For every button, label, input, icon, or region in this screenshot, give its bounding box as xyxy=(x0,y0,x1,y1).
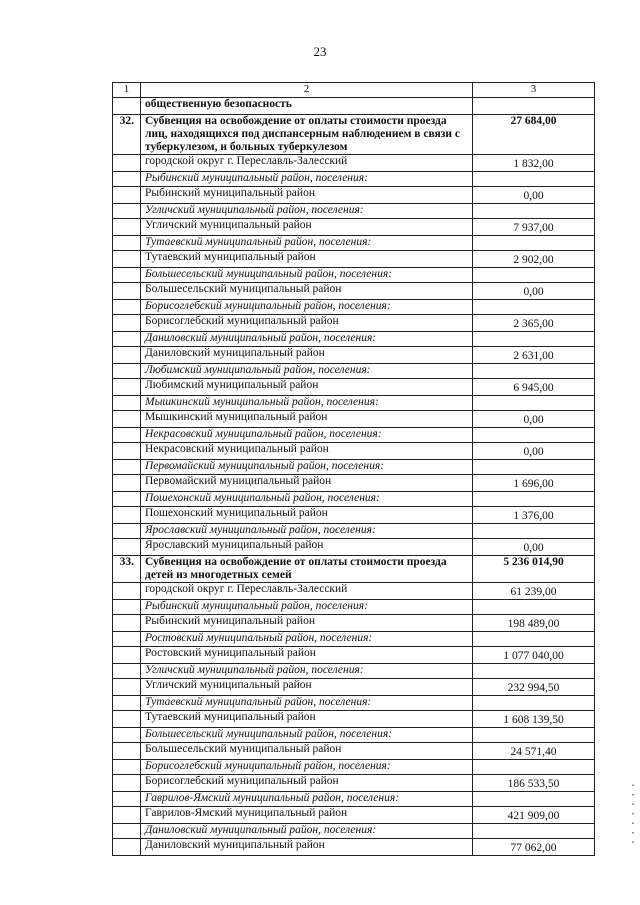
group-header-row xyxy=(113,204,595,219)
row-number-cell xyxy=(113,711,141,728)
amount-cell xyxy=(473,792,595,807)
municipality-row xyxy=(113,647,595,664)
group-header-row xyxy=(113,396,595,411)
amount-cell xyxy=(473,664,595,679)
municipality-name: Некрасовский муниципальный район xyxy=(141,443,473,460)
municipality-row xyxy=(113,507,595,524)
group-label: Мышкинский муниципальный район, поселения: xyxy=(141,396,473,411)
row-number-cell xyxy=(113,460,141,475)
group-header-row xyxy=(113,760,595,775)
group-label: Борисоглебский муниципальный район, поселения: xyxy=(141,300,473,315)
amount-cell: 1 832,00 xyxy=(473,155,595,172)
group-label: Борисоглебский муниципальный район, поселения: xyxy=(141,760,473,775)
amount-cell: 7 937,00 xyxy=(473,219,595,236)
group-label: Большесельский муниципальный район, поселения: xyxy=(141,268,473,283)
section-title: Субвенция на освобождение от оплаты стоимости проезда детей из многодетных семей xyxy=(141,556,473,583)
municipality-row xyxy=(113,711,595,728)
amount-cell: 0,00 xyxy=(473,411,595,428)
municipality-name: Пошехонский муниципальный район xyxy=(141,507,473,524)
section-number: 33. xyxy=(113,556,141,583)
group-label: Любимский муниципальный район, поселения: xyxy=(141,364,473,379)
amount-cell: 1 608 139,50 xyxy=(473,711,595,728)
group-header-row xyxy=(113,792,595,807)
row-number-cell xyxy=(113,172,141,187)
group-label: Угличский муниципальный район, поселения: xyxy=(141,664,473,679)
amount-cell: 2 631,00 xyxy=(473,347,595,364)
municipality-row xyxy=(113,155,595,172)
municipality-name: Тутаевский муниципальный район xyxy=(141,251,473,268)
municipality-row xyxy=(113,475,595,492)
municipality-name: Тутаевский муниципальный район xyxy=(141,711,473,728)
section-title: Субвенция на освобождение от оплаты стоимости проезда лиц, находящихся под диспансерным наблюдением в связи с туберкулезом, и больных туберкулезом xyxy=(141,115,473,155)
municipality-name: Борисоглебский муниципальный район xyxy=(141,775,473,792)
value-cell xyxy=(473,98,595,115)
amount-cell xyxy=(473,824,595,839)
row-number-cell xyxy=(113,219,141,236)
amount-cell: 61 239,00 xyxy=(473,583,595,600)
municipality-row xyxy=(113,251,595,268)
municipality-row xyxy=(113,315,595,332)
amount-cell xyxy=(473,524,595,539)
row-number-cell xyxy=(113,332,141,347)
municipality-name: Борисоглебский муниципальный район xyxy=(141,315,473,332)
group-label: Ярославский муниципальный район, поселения: xyxy=(141,524,473,539)
group-header-row xyxy=(113,460,595,475)
row-number-cell xyxy=(113,396,141,411)
header-col-2: 2 xyxy=(141,83,473,98)
section-number: 32. xyxy=(113,115,141,155)
group-label: Тутаевский муниципальный район, поселения: xyxy=(141,696,473,711)
row-number-cell xyxy=(113,539,141,556)
row-number-cell xyxy=(113,615,141,632)
municipality-name: Угличский муниципальный район xyxy=(141,679,473,696)
amount-cell: 0,00 xyxy=(473,187,595,204)
municipality-name: Ярославский муниципальный район xyxy=(141,539,473,556)
amount-cell: 421 909,00 xyxy=(473,807,595,824)
amount-cell xyxy=(473,268,595,283)
amount-cell: 77 062,00 xyxy=(473,839,595,856)
row-number-cell xyxy=(113,411,141,428)
municipality-row xyxy=(113,583,595,600)
amount-cell xyxy=(473,428,595,443)
group-header-row xyxy=(113,236,595,251)
subsidy-table xyxy=(112,82,595,856)
group-label: Некрасовский муниципальный район, поселения: xyxy=(141,428,473,443)
group-header-row xyxy=(113,824,595,839)
amount-cell xyxy=(473,332,595,347)
group-label: Тутаевский муниципальный район, поселения: xyxy=(141,236,473,251)
amount-cell xyxy=(473,600,595,615)
municipality-name: городской округ г. Переславль-Залесский xyxy=(141,155,473,172)
municipality-name: Мышкинский муниципальный район xyxy=(141,411,473,428)
row-number-cell xyxy=(113,760,141,775)
group-header-row xyxy=(113,364,595,379)
amount-cell xyxy=(473,760,595,775)
group-header-row xyxy=(113,664,595,679)
group-header-row xyxy=(113,524,595,539)
section-title-row xyxy=(113,556,595,583)
municipality-row xyxy=(113,379,595,396)
continuation-row xyxy=(113,98,595,115)
group-label: Даниловский муниципальный район, поселения: xyxy=(141,332,473,347)
municipality-name: Первомайский муниципальный район xyxy=(141,475,473,492)
amount-cell xyxy=(473,728,595,743)
group-label: Рыбинский муниципальный район, поселения: xyxy=(141,172,473,187)
municipality-name: Большесельский муниципальный район xyxy=(141,283,473,300)
row-number-cell xyxy=(113,507,141,524)
row-number-cell xyxy=(113,583,141,600)
row-number-cell xyxy=(113,492,141,507)
row-number-cell xyxy=(113,728,141,743)
amount-cell xyxy=(473,632,595,647)
group-header-row xyxy=(113,428,595,443)
row-number-cell xyxy=(113,98,141,115)
section-title-row xyxy=(113,115,595,155)
group-header-row xyxy=(113,632,595,647)
section-total: 5 236 014,90 xyxy=(473,556,595,583)
group-header-row xyxy=(113,728,595,743)
row-number-cell xyxy=(113,775,141,792)
group-label: Большесельский муниципальный район, поселения: xyxy=(141,728,473,743)
row-number-cell xyxy=(113,443,141,460)
amount-cell xyxy=(473,396,595,411)
page-number: 23 xyxy=(313,44,327,59)
amount-cell: 1 077 040,00 xyxy=(473,647,595,664)
row-number-cell xyxy=(113,379,141,396)
row-number-cell xyxy=(113,268,141,283)
municipality-row xyxy=(113,743,595,760)
municipality-name: Даниловский муниципальный район xyxy=(141,347,473,364)
amount-cell: 24 571,40 xyxy=(473,743,595,760)
amount-cell xyxy=(473,696,595,711)
amount-cell: 186 533,50 xyxy=(473,775,595,792)
amount-cell xyxy=(473,236,595,251)
municipality-row xyxy=(113,807,595,824)
group-label: Рыбинский муниципальный район, поселения: xyxy=(141,600,473,615)
municipality-name: Ростовский муниципальный район xyxy=(141,647,473,664)
group-header-row xyxy=(113,600,595,615)
row-number-cell xyxy=(113,347,141,364)
row-number-cell xyxy=(113,792,141,807)
amount-cell: 2 365,00 xyxy=(473,315,595,332)
amount-cell: 232 994,50 xyxy=(473,679,595,696)
amount-cell: 2 902,00 xyxy=(473,251,595,268)
amount-cell: 6 945,00 xyxy=(473,379,595,396)
row-number-cell xyxy=(113,204,141,219)
header-col-1: 1 xyxy=(113,83,141,98)
table-header-row xyxy=(113,83,595,98)
municipality-row xyxy=(113,283,595,300)
group-header-row xyxy=(113,696,595,711)
municipality-row xyxy=(113,839,595,856)
row-number-cell xyxy=(113,428,141,443)
row-number-cell xyxy=(113,251,141,268)
row-number-cell xyxy=(113,839,141,856)
municipality-row xyxy=(113,187,595,204)
amount-cell: 1 696,00 xyxy=(473,475,595,492)
municipality-name: Любимский муниципальный район xyxy=(141,379,473,396)
municipality-row xyxy=(113,443,595,460)
municipality-row xyxy=(113,411,595,428)
amount-cell xyxy=(473,204,595,219)
amount-cell: 1 376,00 xyxy=(473,507,595,524)
row-number-cell xyxy=(113,679,141,696)
group-header-row xyxy=(113,300,595,315)
amount-cell: 198 489,00 xyxy=(473,615,595,632)
scan-margin-mark: ▪ ▪ ▪ ▪ ▪ ▪ ▪ xyxy=(630,783,636,847)
municipality-name: Рыбинский муниципальный район xyxy=(141,615,473,632)
municipality-row xyxy=(113,539,595,556)
municipality-row xyxy=(113,775,595,792)
group-header-row xyxy=(113,492,595,507)
municipality-name: Даниловский муниципальный район xyxy=(141,839,473,856)
section-total: 27 684,00 xyxy=(473,115,595,155)
group-label: Даниловский муниципальный район, поселения: xyxy=(141,824,473,839)
municipality-row xyxy=(113,347,595,364)
row-number-cell xyxy=(113,315,141,332)
municipality-row xyxy=(113,615,595,632)
amount-cell xyxy=(473,172,595,187)
table-body xyxy=(113,83,595,856)
amount-cell xyxy=(473,300,595,315)
header-col-3: 3 xyxy=(473,83,595,98)
group-label: Пошехонский муниципальный район, поселения: xyxy=(141,492,473,507)
amount-cell: 0,00 xyxy=(473,443,595,460)
row-number-cell xyxy=(113,647,141,664)
amount-cell xyxy=(473,364,595,379)
group-label: Первомайский муниципальный район, поселения: xyxy=(141,460,473,475)
amount-cell xyxy=(473,492,595,507)
amount-cell: 0,00 xyxy=(473,283,595,300)
row-number-cell xyxy=(113,283,141,300)
row-number-cell xyxy=(113,664,141,679)
row-number-cell xyxy=(113,236,141,251)
municipality-name: Рыбинский муниципальный район xyxy=(141,187,473,204)
group-header-row xyxy=(113,172,595,187)
continuation-text: общественную безопасность xyxy=(141,98,473,115)
municipality-row xyxy=(113,219,595,236)
amount-cell xyxy=(473,460,595,475)
group-label: Угличский муниципальный район, поселения: xyxy=(141,204,473,219)
row-number-cell xyxy=(113,300,141,315)
group-header-row xyxy=(113,268,595,283)
municipality-name: Угличский муниципальный район xyxy=(141,219,473,236)
municipality-row xyxy=(113,679,595,696)
municipality-name: Большесельский муниципальный район xyxy=(141,743,473,760)
group-label: Гаврилов-Ямский муниципальный район, поселения: xyxy=(141,792,473,807)
municipality-name: городской округ г. Переславль-Залесский xyxy=(141,583,473,600)
row-number-cell xyxy=(113,475,141,492)
row-number-cell xyxy=(113,824,141,839)
row-number-cell xyxy=(113,600,141,615)
row-number-cell xyxy=(113,632,141,647)
row-number-cell xyxy=(113,807,141,824)
amount-cell: 0,00 xyxy=(473,539,595,556)
municipality-name: Гаврилов-Ямский муниципальный район xyxy=(141,807,473,824)
row-number-cell xyxy=(113,696,141,711)
group-header-row xyxy=(113,332,595,347)
row-number-cell xyxy=(113,524,141,539)
row-number-cell xyxy=(113,364,141,379)
row-number-cell xyxy=(113,743,141,760)
row-number-cell xyxy=(113,155,141,172)
group-label: Ростовский муниципальный район, поселения: xyxy=(141,632,473,647)
row-number-cell xyxy=(113,187,141,204)
